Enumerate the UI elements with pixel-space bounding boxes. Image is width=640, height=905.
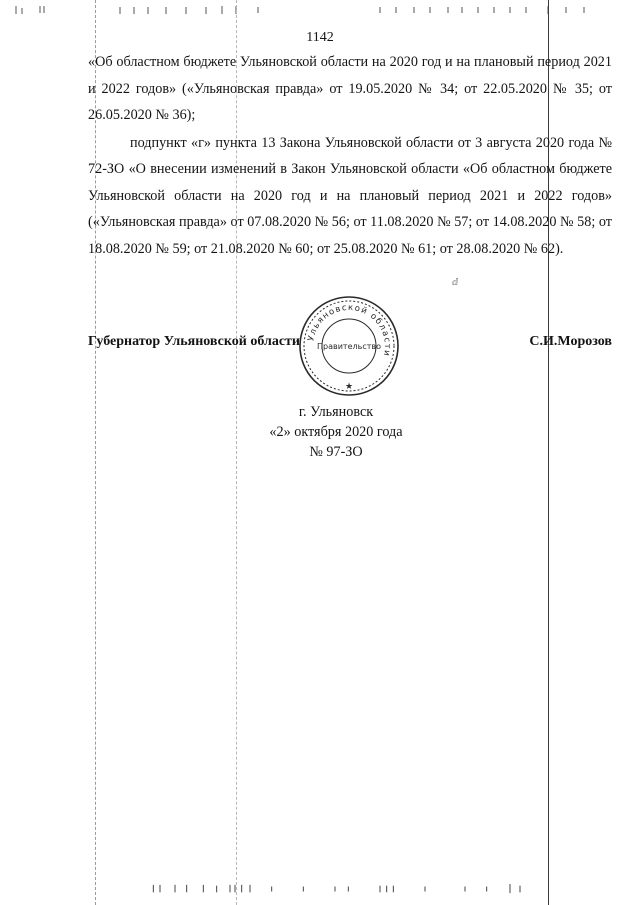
paragraph-1: «Об областном бюджете Ульяновской области на 2020 год и на плановый период 2021 и 2022 годов» («Ульяновская правда» от 19.05.2020 № 34; от 22.05.2020 № 35; от 26.05.2020 № 36); [88, 54, 612, 123]
date: «2» октября 2020 года [269, 424, 403, 440]
seal-center-text: Правительство [317, 342, 381, 351]
signature-row [88, 334, 612, 354]
signatory-position: Губернатор Ульяновской области [88, 334, 300, 349]
law-text [88, 49, 612, 262]
paragraph-2: подпункт «г» пункта 13 Закона Ульяновской области от 3 августа 2020 года № 72-ЗО «О внесении изменений в Закон Ульяновской области «Об областном бюджете Ульяновской области на 2020 год и на плановый период 2021 и 2022 годов» («Ульяновская правда» от 07.08.2020 № 56; от 11.08.2020 № 57; от 14.08.2020 № 58; от 18.08.2020 № 59; от 21.08.2020 № 60; от 25.08.2020 № 61; от 28.08.2020 № 62). [88, 134, 612, 257]
law-number: № 97-ЗО [309, 444, 363, 460]
scan-edge-marks-bottom [0, 884, 640, 894]
seal-ring-text: Ульяновской области [306, 302, 393, 358]
page-number: 1142 [306, 30, 334, 45]
scan-speck: ⅆ [452, 277, 459, 287]
svg-text:★: ★ [344, 381, 354, 391]
city: г. Ульяновск [298, 404, 374, 420]
closing-block [0, 402, 640, 462]
signatory-name: С.И.Морозов [529, 334, 612, 349]
scan-edge-marks-top [0, 6, 640, 16]
